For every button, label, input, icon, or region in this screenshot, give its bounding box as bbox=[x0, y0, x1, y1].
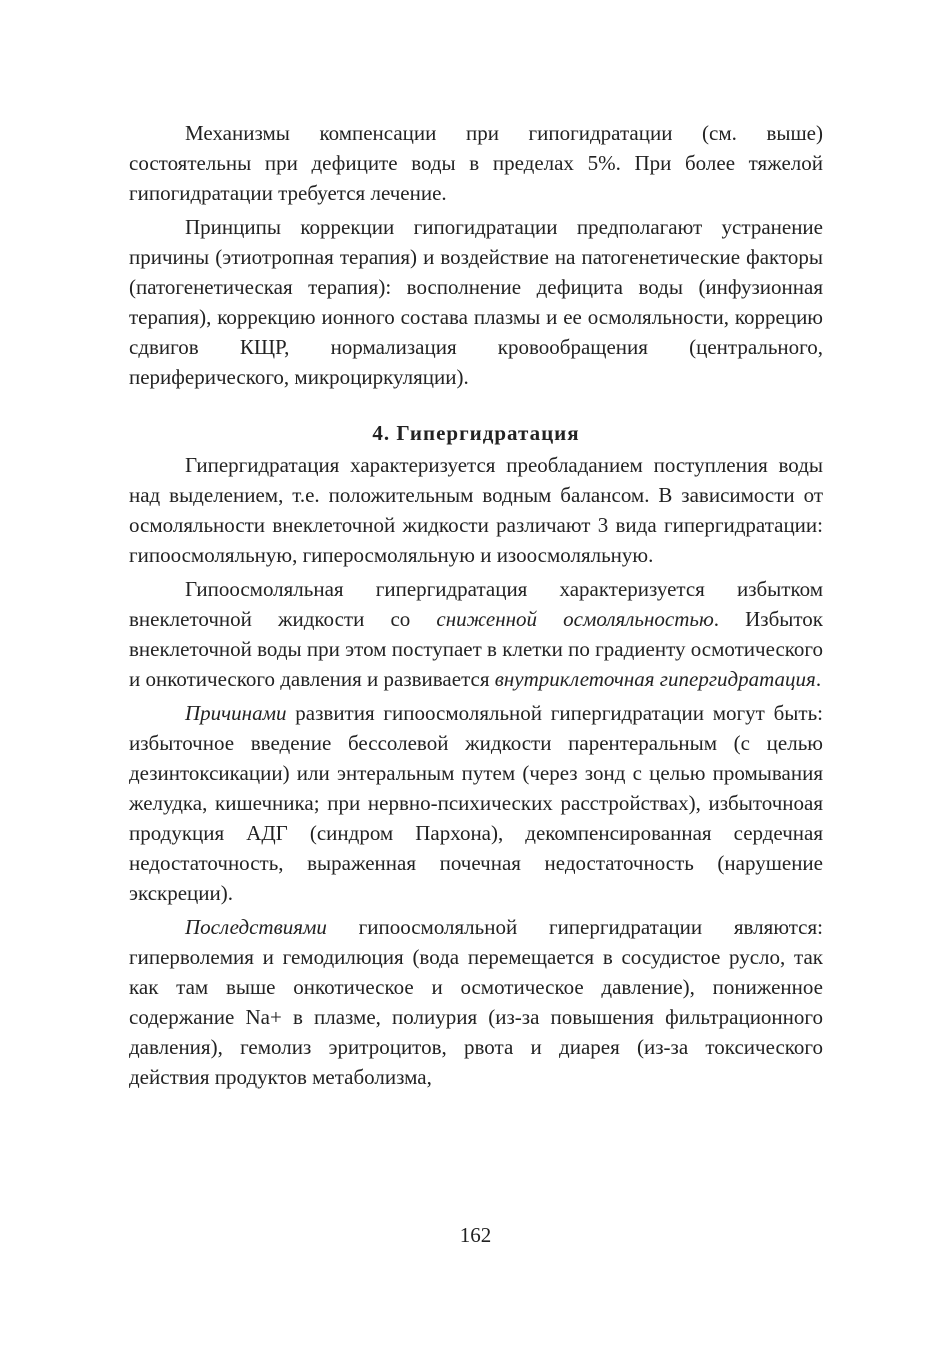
paragraph-hyperhydration-definition: Гипергидратация характеризуется преобладанием поступления воды над выделением, т.е. положительным водным балансом. В зависимости от осмоляльности внеклеточной жидкости различают 3 вида гипергидратации: гипоосмоляльную, гиперосмоляльную и изоосмоляльную. bbox=[129, 453, 823, 567]
paragraph-correction-principles: Принципы коррекции гипогидратации предполагают устранение причины (этиотропная терапия) и воздействие на патогенетические факторы (патогенетическая терапия): восполнение дефицита воды (инфузионная терапия), коррекцию ионного состава плазмы и ее осмоляльности, коррецию сдвигов КЩР, нормализация кровообращения (центрального, периферического, микроциркуляции). bbox=[129, 215, 823, 389]
page-number: 162 bbox=[459, 1223, 492, 1247]
paragraph-hypoosmolal bbox=[129, 574, 823, 694]
paragraph-consequences-text: гипоосмоляльной гипергидратации являются: гиперволемия и гемодилюция (вода перемещается в сосудистое русло, так как там выше онкотическое и осмотическое давление), пониженное содержание Na+ в плазме, полиурия (из-за повышения фильтрационного давления), гемолиз эритроцитов, рвота и диарея (из-за токсического действия продуктов метаболизма, bbox=[129, 915, 823, 1089]
paragraph-compensation: Механизмы компенсации при гипогидратации (см. выше) состоятельны при дефиците воды в пределах 5%. При более тяжелой гипогидратации требуется лечение. bbox=[129, 121, 823, 205]
paragraph-consequences-lead: Последствиями bbox=[185, 915, 327, 939]
page-content bbox=[129, 118, 823, 1096]
paragraph-hypoosmolal-text-a: Гипоосмоляльная гипергидратация характеризуется избытком внеклеточной жидкости со bbox=[129, 577, 823, 631]
paragraph-consequences bbox=[129, 912, 823, 1092]
section-title: 4. Гипергидратация bbox=[372, 421, 580, 445]
paragraph-hypoosmolal-text-b: . Избыток внеклеточной воды при этом поступает в клетки по градиенту осмотического и онкотического давления и развивается bbox=[129, 607, 823, 691]
paragraph-causes-lead: Причинами bbox=[185, 701, 287, 725]
paragraph-hypoosmolal-italic-b: внутриклеточная гипергидратация bbox=[494, 667, 816, 691]
paragraph-hypoosmolal-text-c: . bbox=[815, 667, 822, 691]
paragraph-causes-text: развития гипоосмоляльной гипергидратации могут быть: избыточное введение бессолевой жидкости парентеральным (с целью дезинтоксикации) или энтеральным путем (через зонд с целью промывания желудка, кишечника; при нервно-психических расстройствах), избыточноая продукция АДГ (синдром Пархона), декомпенсированная сердечная недостаточность, выраженная почечная недостаточность (нарушение экскреции). bbox=[129, 701, 823, 905]
paragraph-hypoosmolal-italic-a: сниженной осмоляльностью bbox=[436, 607, 714, 631]
paragraph-causes bbox=[129, 698, 823, 908]
